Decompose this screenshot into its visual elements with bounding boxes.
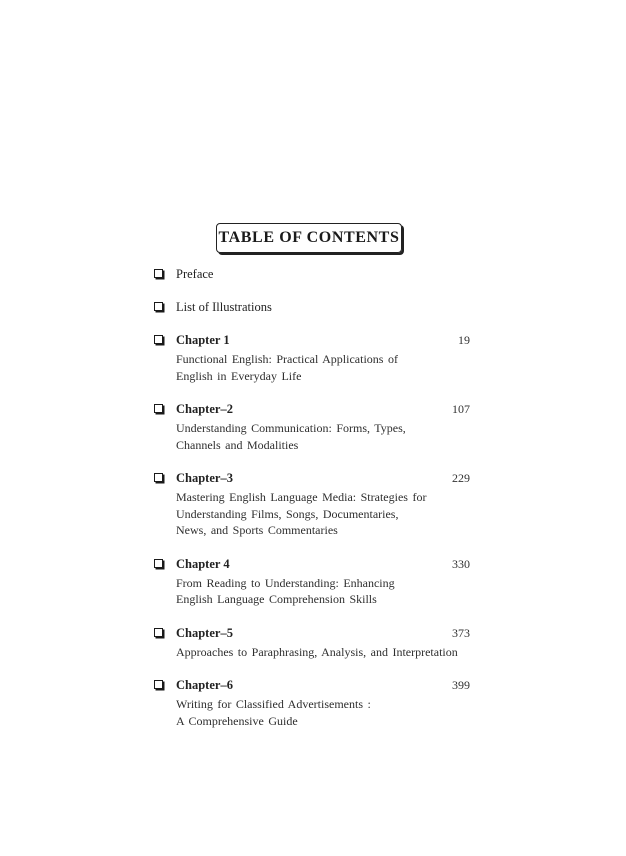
- toc-entry: [154, 401, 472, 453]
- entry-description-line: A Comprehensive Guide: [176, 713, 298, 728]
- entry-description-line: Understanding Communication: Forms, Types,: [176, 421, 406, 435]
- entry-heading: Chapter 4: [176, 556, 230, 571]
- toc-title-box: [216, 223, 402, 253]
- toc-list: [154, 266, 472, 746]
- toc-entry: [154, 299, 472, 315]
- entry-heading: Chapter–3: [176, 471, 233, 485]
- entry-heading: Chapter–6: [176, 678, 233, 692]
- entry-heading-line: [176, 332, 472, 348]
- entry-heading-line: [176, 625, 472, 641]
- toc-entry: [154, 556, 472, 608]
- entry-heading-line: [176, 299, 472, 315]
- toc-entry: [154, 266, 472, 282]
- entry-page-number: 330: [452, 556, 470, 571]
- entry-description-line: Understanding Films, Songs, Documentaries,: [176, 506, 399, 521]
- entry-description: [176, 351, 472, 384]
- entry-description-line: News, and Sports Commentaries: [176, 523, 338, 537]
- entry-heading: Preface: [176, 267, 214, 281]
- entry-description-line: English in Everyday Life: [176, 368, 302, 383]
- entry-page-number: 229: [452, 471, 470, 485]
- toc-entry: [154, 470, 472, 539]
- entry-description: [176, 644, 472, 661]
- entry-description-line: Mastering English Language Media: Strategies for: [176, 490, 427, 504]
- entry-description: [176, 696, 472, 729]
- entry-description-line: From Reading to Understanding: Enhancing: [176, 575, 395, 590]
- toc-title: TABLE OF CONTENTS: [218, 229, 400, 246]
- entry-page-number: 373: [452, 625, 470, 640]
- entry-description: [176, 575, 472, 608]
- entry-description-line: English Language Comprehension Skills: [176, 592, 377, 606]
- entry-heading: Chapter–5: [176, 625, 233, 640]
- entry-heading: Chapter 1: [176, 333, 230, 347]
- entry-description: [176, 489, 472, 539]
- entry-page-number: 19: [458, 333, 470, 347]
- entry-heading: Chapter–2: [176, 402, 233, 416]
- entry-heading-line: [176, 401, 472, 417]
- checkbox-square-icon: [154, 473, 163, 482]
- checkbox-square-icon: [154, 628, 163, 637]
- checkbox-square-icon: [154, 269, 163, 278]
- checkbox-square-icon: [154, 335, 163, 344]
- entry-description-line: Channels and Modalities: [176, 437, 299, 452]
- entry-description-line: Writing for Classified Advertisements :: [176, 697, 371, 711]
- entry-heading-line: [176, 677, 472, 693]
- entry-page-number: 399: [452, 678, 470, 692]
- toc-entry: [154, 677, 472, 729]
- checkbox-square-icon: [154, 404, 163, 413]
- checkbox-square-icon: [154, 680, 163, 689]
- entry-description-line: Functional English: Practical Applications of: [176, 352, 398, 366]
- toc-entry: [154, 625, 472, 661]
- entry-description: [176, 420, 472, 453]
- entry-heading-line: [176, 470, 472, 486]
- toc-entry: [154, 332, 472, 384]
- entry-description-line: Approaches to Paraphrasing, Analysis, and Interpretation: [176, 644, 458, 659]
- entry-heading-line: [176, 266, 472, 282]
- checkbox-square-icon: [154, 559, 163, 568]
- checkbox-square-icon: [154, 302, 163, 311]
- entry-heading: List of Illustrations: [176, 300, 272, 314]
- entry-heading-line: [176, 556, 472, 572]
- entry-page-number: 107: [452, 402, 470, 416]
